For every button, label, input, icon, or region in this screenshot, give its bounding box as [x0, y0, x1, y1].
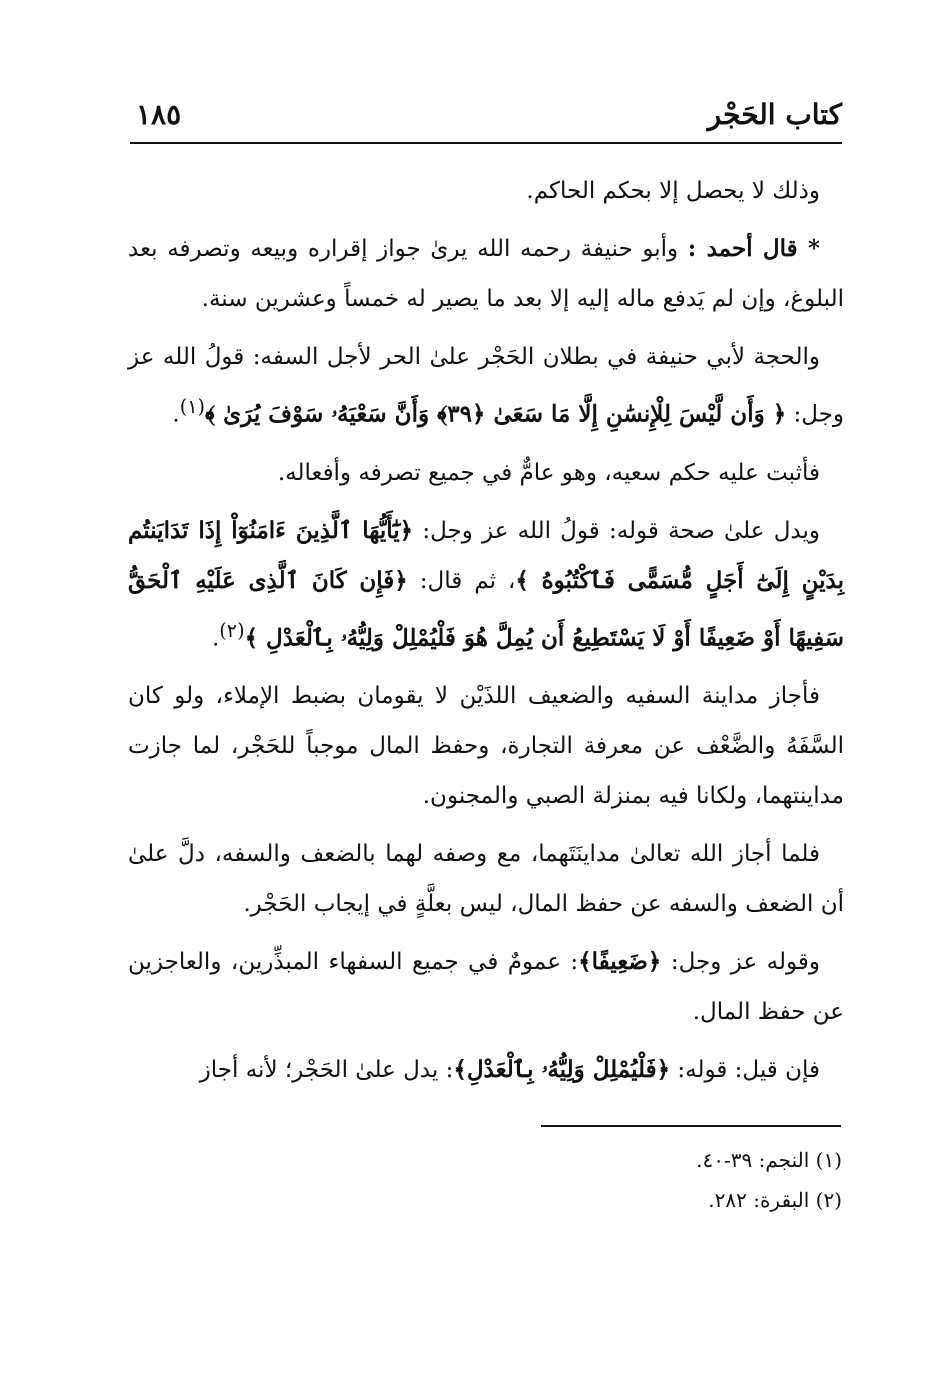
- paragraph-8: [128, 937, 844, 1037]
- quran-verse: ﴿فَلْيُمْلِلْ وَلِيُّهُۥ بِٱلْعَدْلِ﴾: [453, 1056, 671, 1084]
- paragraph-text: : يدل علىٰ الحَجْر؛ لأنه أجاز: [199, 1057, 454, 1084]
- paragraph-end: .: [211, 625, 220, 652]
- footnote-2: (٢) البقرة: ٢٨٢.: [708, 1188, 842, 1212]
- paragraph-9: [128, 1045, 844, 1095]
- paragraph-3: [128, 332, 844, 440]
- paragraph-text: فإن قيل: قوله:: [670, 1057, 820, 1084]
- paragraph-text: : عمومٌ في جميع السفهاء المبذِّرين، والعاجزين عن حفظ المال.: [128, 949, 844, 1026]
- paragraph-7: [128, 829, 844, 929]
- quran-verse: ﴿يَٰٓأَيُّهَا ٱلَّذِينَ ءَامَنُوٓاْ إِذَا تَدَايَنتُم بِدَيْنٍ إِلَىٰٓ أَجَلٍ مُّسَمًّى فَٱكْتُبُوهُ ﴾: [128, 516, 844, 594]
- paragraph-text: فأثبت عليه حكم سعيه، وهو عامٌّ في جميع تصرفه وأفعاله.: [277, 459, 820, 486]
- paragraph-text: فلما أجاز الله تعالىٰ مداينَتَهما، مع وصفه لهما بالضعف والسفه، دلَّ علىٰ أن الضعف والسفه عن حفظ المال، ليس بعلَّةٍ في إيجاب الحَجْر.: [128, 841, 844, 918]
- footnote-divider: [541, 1125, 841, 1127]
- footnote-1: (١) النجم: ٣٩-٤٠.: [696, 1148, 842, 1172]
- paragraph-text: ويدل علىٰ صحة قوله: قولُ الله عز وجل:: [413, 517, 820, 544]
- footnotes: [696, 1140, 842, 1220]
- paragraph-text: وأبو حنيفة رحمه الله يرىٰ جواز إقراره وبيعه وتصرفه بعد البلوغ، وإن لم يَدفع ماله إليه إلا بعد ما يصير له خمساً وعشرين سنة.: [128, 236, 844, 312]
- paragraph-5: [128, 506, 844, 664]
- paragraph-text: فأجاز مداينة السفيه والضعيف اللذَيْن لا يقومان بضبط الإملاء، ولو كان السَّفَهُ والضَّعْف عن معرفة التجارة، وحفظ المال موجباً للحَجْر، لما جازت مداينتهما، ولكانا فيه بمنزلة الصبي والمجنون.: [128, 683, 844, 810]
- paragraph-end: .: [172, 401, 180, 428]
- footnote-ref: (٢): [219, 618, 245, 642]
- page-header: [130, 96, 842, 144]
- paragraph-1: [128, 166, 844, 216]
- main-text: [128, 166, 844, 1095]
- paragraph-text: وذلك لا يحصل إلا بحكم الحاكم.: [526, 178, 820, 204]
- footnote-ref: (١): [179, 395, 205, 418]
- running-title: كتاب الحَجْر: [707, 98, 842, 131]
- paragraph-2: [128, 224, 844, 324]
- speaker-marker: * قال أحمد :: [687, 235, 821, 262]
- paragraph-4: [128, 448, 844, 498]
- quran-verse: ﴿ضَعِيفًا﴾: [578, 948, 662, 976]
- paragraph-6: [128, 671, 844, 821]
- quran-verse: ﴿ وَأَن لَّيْسَ لِلْإِنسَٰنِ إِلَّا مَا سَعَىٰ ﴿٣٩﴾ وَأَنَّ سَعْيَهُۥ سَوْفَ يُرَىٰ ﴾: [204, 400, 787, 428]
- quran-verse: ﴿فَإِن كَانَ ٱلَّذِى عَلَيْهِ ٱلْحَقُّ سَفِيهًا أَوْ ضَعِيفًا أَوْ لَا يَسْتَطِيعُ أَن يُمِلَّ هُوَ فَلْيُمْلِلْ وَلِيُّهُۥ بِٱلْعَدْلِ ﴾: [128, 566, 844, 652]
- paragraph-text: والحجة لأبي حنيفة في بطلان الحَجْر علىٰ الحر لأجل السفه: قولُ الله عز وجل:: [128, 344, 844, 428]
- paragraph-text: وقوله عز وجل:: [661, 949, 821, 976]
- paragraph-text: ، ثم قال:: [407, 567, 516, 594]
- page-number: ١٨٥: [136, 98, 182, 131]
